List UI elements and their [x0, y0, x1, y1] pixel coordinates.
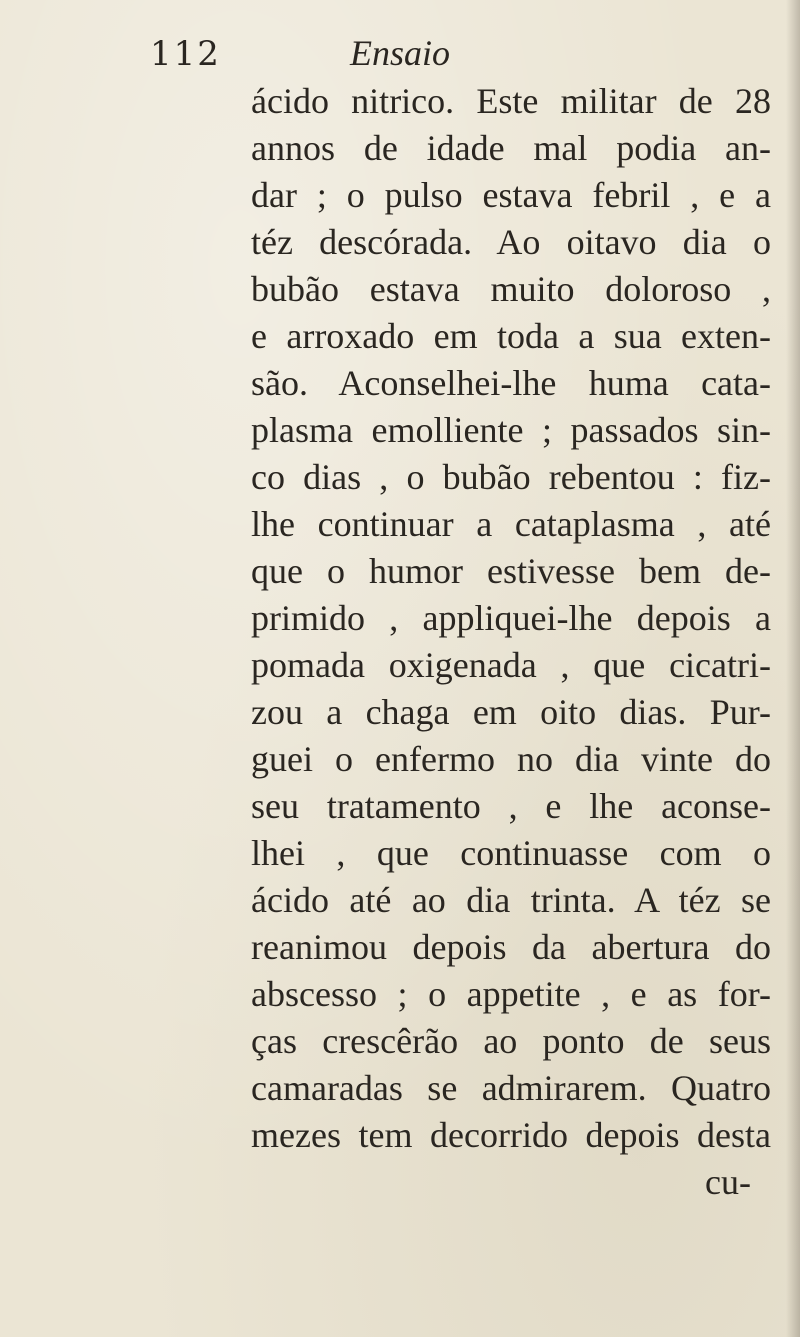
catchword: cu- — [705, 1162, 751, 1202]
text-line: ácido até ao dia trinta. A téz se — [251, 880, 771, 920]
running-head: Ensaio — [350, 33, 451, 73]
body-text — [251, 78, 771, 1206]
page-number: 112 — [150, 34, 221, 74]
text-line: ças crescêrão ao ponto de seus — [251, 1021, 771, 1061]
text-line: plasma emolliente ; passados sin- — [251, 410, 771, 450]
text-line: abscesso ; o appetite , e as for- — [251, 974, 771, 1014]
text-line: mezes tem decorrido depois desta — [251, 1115, 771, 1155]
text-line: ácido nitrico. Este militar de 28 — [251, 81, 771, 121]
text-line: lhe continuar a cataplasma , até — [251, 504, 771, 544]
text-line: co dias , o bubão rebentou : fiz- — [251, 457, 771, 497]
text-line: dar ; o pulso estava febril , e a — [251, 175, 771, 215]
text-line: bubão estava muito doloroso , — [251, 269, 771, 309]
page-header — [150, 28, 550, 78]
text-line: camaradas se admirarem. Quatro — [251, 1068, 771, 1108]
text-line: são. Aconselhei-lhe huma cata- — [251, 363, 771, 403]
text-line: lhei , que continuasse com o — [251, 833, 771, 873]
text-line: que o humor estivesse bem de- — [251, 551, 771, 591]
text-line: guei o enfermo no dia vinte do — [251, 739, 771, 779]
text-line: zou a chaga em oito dias. Pur- — [251, 692, 771, 732]
text-line: annos de idade mal podia an- — [251, 128, 771, 168]
text-line: primido , appliquei-lhe depois a — [251, 598, 771, 638]
page-edge-shadow — [786, 0, 800, 1337]
text-line: e arroxado em toda a sua exten- — [251, 316, 771, 356]
text-line: seu tratamento , e lhe aconse- — [251, 786, 771, 826]
text-line: téz descórada. Ao oitavo dia o — [251, 222, 771, 262]
text-line: reanimou depois da abertura do — [251, 927, 771, 967]
text-line: pomada oxigenada , que cicatri- — [251, 645, 771, 685]
